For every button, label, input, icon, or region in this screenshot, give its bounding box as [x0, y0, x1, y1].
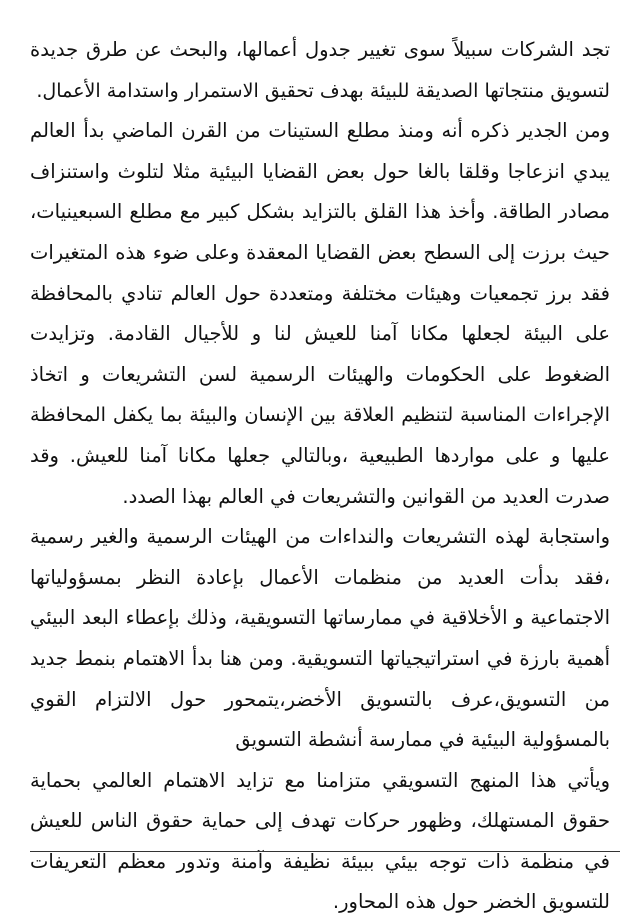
text-line: في منظمة ذات توجه بيئي ببيئة نظيفة وآمنة وتدور معظم التعريفات — [30, 849, 610, 873]
text-line: على البيئة لجعلها مكانا آمنا للعيش لنا و للأجيال القادمة. وتزايدت — [30, 322, 610, 346]
body-text — [30, 30, 610, 923]
text-line: الضغوط على الحكومات والهيئات الرسمية لسن التشريعات و اتخاذ — [30, 362, 610, 386]
text-line: للتسويق الخضر حول هذه المحاور. — [332, 890, 610, 914]
text-line: واستجابة لهذه التشريعات والنداءات من الهيئات الرسمية والغير رسمية — [30, 525, 610, 549]
text-line: عليها و على مواردها الطبيعية ،وبالتالي جعلها مكانا آمنا للعيش. وقد — [30, 443, 610, 467]
text-line: يبدي انزعاجا وقلقا بالغا حول بعض القضايا البيئية مثلا لتلوث واستنزاف — [30, 159, 610, 183]
text-line: حيث برزت إلى السطح بعض القضايا المعقدة وعلى ضوء هذه المتغيرات — [30, 240, 610, 264]
text-line: الإجراءات المناسبة لتنظيم العلاقة بين الإنسان والبيئة بما يكفل المحافظة — [30, 403, 610, 427]
text-line: ومن الجدير ذكره أنه ومنذ مطلع الستينات من القرن الماضي بدأ العالم — [30, 119, 610, 143]
text-line: تجد الشركات سبيلاً سوى تغيير جدول أعمالها، والبحث عن طرق جديدة — [30, 38, 610, 61]
text-line: لتسويق منتجاتها الصديقة للبيئة بهدف تحقيق الاستمرار واستدامة الأعمال. — [36, 78, 610, 102]
text-line: بالمسؤولية البيئية في ممارسة أنشطة التسويق — [235, 728, 610, 752]
text-line: مصادر الطاقة. وأخذ هذا القلق بالتزايد بشكل كبير مع مطلع السبعينيات، — [30, 200, 610, 224]
text-line: ،فقد بدأت العديد من منظمات الأعمال بإعادة النظر بمسؤولياتها — [30, 565, 610, 589]
text-line: الاجتماعية و الأخلاقية في ممارساتها التسويقية، وذلك بإعطاء البعد البيئي — [30, 606, 610, 630]
text-line: فقد برز تجمعيات وهيئات مختلفة ومتعددة حول العالم تنادي بالمحافظة — [30, 281, 610, 305]
bottom-divider — [30, 851, 620, 852]
text-line: صدرت العديد من القوانين والتشريعات في العالم بهذا الصدد. — [122, 484, 610, 508]
text-line: حقوق المستهلك، وظهور حركات تهدف إلى حماية حقوق الناس للعيش — [30, 809, 610, 833]
text-line: ويأتي هذا المنهج التسويقي متزامنا مع تزايد الاهتمام العالمي بحماية — [30, 768, 610, 792]
text-line: أهمية بارزة في استراتيجياتها التسويقية. ومن هنا بدأ الاهتمام بنمط جديد — [30, 646, 610, 670]
text-line: من التسويق،عرف بالتسويق الأخضر،يتمحور حول الالتزام القوي — [30, 687, 610, 711]
